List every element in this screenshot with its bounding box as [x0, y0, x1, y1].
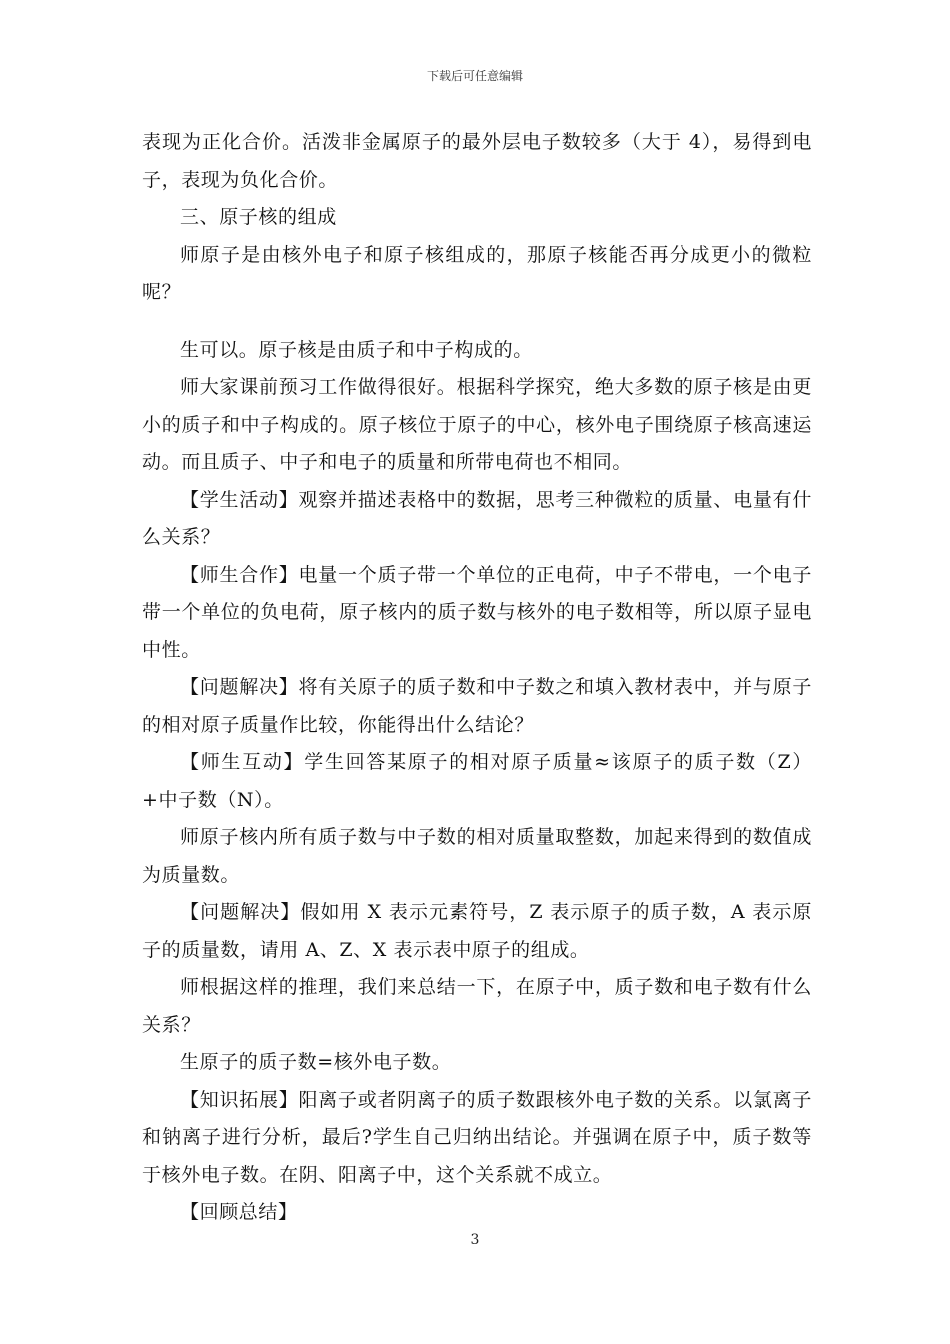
paragraph-7: 【师生合作】电量一个质子带一个单位的正电荷，中子不带电，一个电子带一个单位的负电荷，原子核内的质子数与核外的电子数相等，所以原子显电中性。	[142, 563, 812, 661]
document-body	[142, 124, 812, 1232]
paragraph-8: 【问题解决】将有关原子的质子数和中子数之和填入教材表中，并与原子的相对原子质量作比较，你能得出什么结论？	[142, 676, 812, 736]
paragraph-1: 表现为正化合价。活泼非金属原子的最外层电子数较多（大于 4），易得到电子，表现为负化合价。	[142, 131, 812, 191]
paragraph-gap	[142, 312, 812, 332]
paragraph-4: 生可以。原子核是由质子和中子构成的。	[180, 338, 533, 361]
page-number: 3	[470, 1232, 480, 1248]
section-heading: 三、原子核的组成	[180, 206, 337, 228]
paragraph-9: 【师生互动】学生回答某原子的相对原子质量≈该原子的质子数（Z）+中子数（N）。	[142, 751, 812, 811]
page-header: 下载后可任意编辑	[426, 69, 523, 83]
paragraph-13: 生原子的质子数=核外电子数。	[180, 1051, 452, 1073]
paragraph-6: 【学生活动】观察并描述表格中的数据，思考三种微粒的质量、电量有什么关系？	[142, 488, 812, 548]
paragraph-11: 【问题解决】假如用 X 表示元素符号，Z 表示原子的质子数，A 表示原子的质量数，请用 A、Z、X 表示表中原子的组成。	[142, 901, 812, 961]
paragraph-12: 师根据这样的推理，我们来总结一下，在原子中，质子数和电子数有什么关系？	[142, 976, 812, 1036]
paragraph-15: 【回顾总结】	[180, 1201, 298, 1223]
paragraph-3: 师原子是由核外电子和原子核组成的，那原子核能否再分成更小的微粒呢？	[142, 243, 812, 303]
paragraph-10: 师原子核内所有质子数与中子数的相对质量取整数，加起来得到的数值成为质量数。	[142, 826, 812, 886]
paragraph-14: 【知识拓展】阳离子或者阴离子的质子数跟核外电子数的关系。以氯离子和钠离子进行分析，最后?学生自己归纳出结论。并强调在原子中，质子数等于核外电子数。在阴、阳离子中，这个关系就不成立。	[142, 1088, 812, 1186]
paragraph-5: 师大家课前预习工作做得很好。根据科学探究，绝大多数的原子核是由更小的质子和中子构成的。原子核位于原子的中心，核外电子围绕原子核高速运动。而且质子、中子和电子的质量和所带电荷也不相同。	[142, 376, 812, 473]
